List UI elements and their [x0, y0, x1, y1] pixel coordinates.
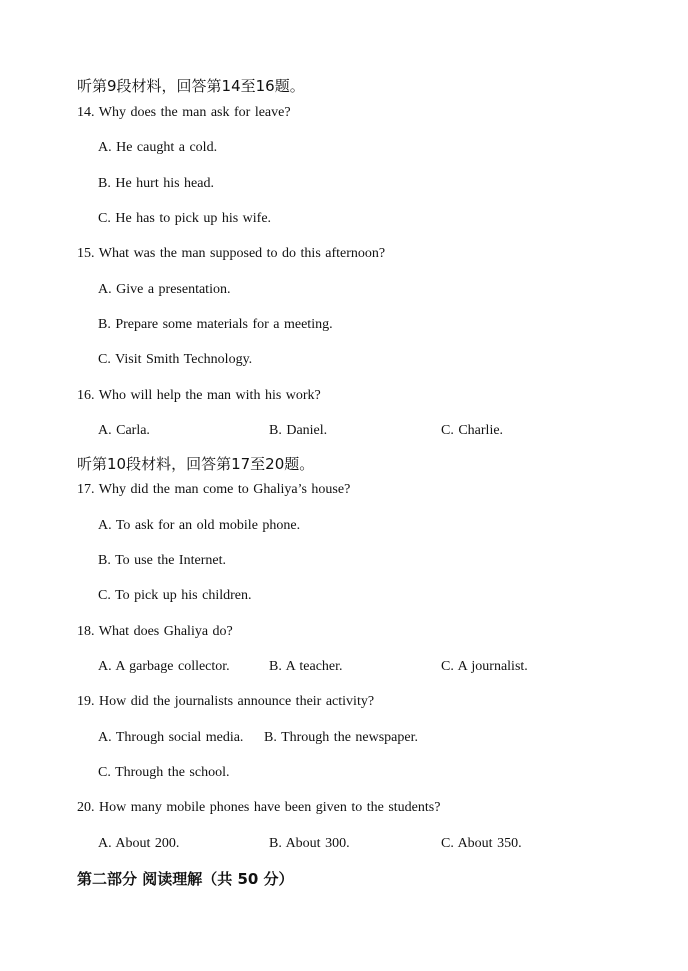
question-15-option-c: C. Visit Smith Technology.	[98, 352, 253, 367]
question-20-option-a: A. About 200.	[98, 836, 180, 851]
section-heading-9: 听第9段材料，回答第14至16题。	[77, 77, 305, 95]
question-17-option-a: A. To ask for an old mobile phone.	[98, 518, 301, 533]
question-14-option-c: C. He has to pick up his wife.	[98, 211, 272, 226]
question-17: 17. Why did the man come to Ghaliya’s house?	[77, 482, 351, 497]
question-16-option-a: A. Carla.	[98, 423, 150, 438]
question-20: 20. How many mobile phones have been given to the students?	[77, 800, 441, 815]
section-heading-10: 听第10段材料，回答第17至20题。	[77, 455, 315, 473]
question-14: 14. Why does the man ask for leave?	[77, 105, 291, 120]
question-16: 16. Who will help the man with his work?	[77, 388, 321, 403]
part-two-heading: 第二部分 阅读理解（共 50 分）	[77, 870, 294, 888]
question-17-option-c: C. To pick up his children.	[98, 588, 252, 603]
question-16-option-b: B. Daniel.	[269, 423, 328, 438]
question-18-option-c: C. A journalist.	[441, 659, 528, 674]
question-14-option-b: B. He hurt his head.	[98, 176, 214, 191]
question-19: 19. How did the journalists announce their activity?	[77, 694, 375, 709]
question-19-option-c: C. Through the school.	[98, 765, 230, 780]
question-18-option-b: B. A teacher.	[269, 659, 343, 674]
question-15-option-a: A. Give a presentation.	[98, 282, 231, 297]
question-14-option-a: A. He caught a cold.	[98, 140, 218, 155]
question-15-option-b: B. Prepare some materials for a meeting.	[98, 317, 333, 332]
question-15: 15. What was the man supposed to do this afternoon?	[77, 246, 386, 261]
question-20-option-c: C. About 350.	[441, 836, 522, 851]
question-17-option-b: B. To use the Internet.	[98, 553, 226, 568]
question-18: 18. What does Ghaliya do?	[77, 624, 233, 639]
question-20-option-b: B. About 300.	[269, 836, 350, 851]
question-19-option-a: A. Through social media.	[98, 730, 244, 745]
question-16-option-c: C. Charlie.	[441, 423, 504, 438]
question-19-option-b: B. Through the newspaper.	[264, 730, 418, 745]
question-18-option-a: A. A garbage collector.	[98, 659, 230, 674]
